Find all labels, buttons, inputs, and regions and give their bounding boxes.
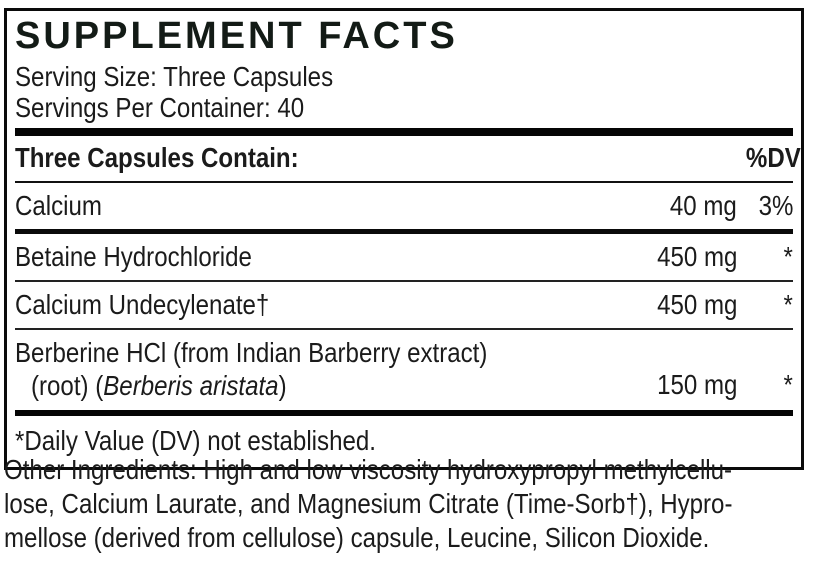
daily-value-footnote-text: *Daily Value (DV) not established. xyxy=(15,424,376,456)
ingredient-name-line2: (root) (Berberis aristata) xyxy=(31,369,287,401)
serving-size-text: Serving Size: Three Capsules xyxy=(15,60,334,92)
ingredient-dv: * xyxy=(783,368,793,400)
table-row-betaine xyxy=(15,234,793,282)
other-ingredients-line: lose, Calcium Laurate, and Magnesium Citrate (Time-Sorb†), Hypro- xyxy=(4,488,733,519)
other-ingredients-paragraph xyxy=(4,453,816,555)
other-ingredients-line: Other Ingredients: High and low viscosity hydroxypropyl methylcellu- xyxy=(4,454,733,485)
header-contain-cell xyxy=(15,142,737,174)
header-dv-text: %DV xyxy=(745,141,801,173)
header-dv-cell xyxy=(737,141,801,174)
ingredient-amount: 150 mg xyxy=(656,368,737,400)
label-title xyxy=(15,15,793,61)
ingredient-name: Calcium Undecylenate† xyxy=(15,288,270,320)
botanical-name-italic: Berberis aristata xyxy=(103,369,279,401)
table-row-calcium xyxy=(15,183,793,234)
ingredient-dv: 3% xyxy=(758,189,793,221)
header-contain-text: Three Capsules Contain: xyxy=(15,141,299,173)
ingredient-name: Betaine Hydrochloride xyxy=(15,240,252,272)
label-title-text: SUPPLEMENT FACTS xyxy=(15,15,458,57)
facts-box xyxy=(4,8,804,470)
ingredient-amount: 40 mg xyxy=(670,189,737,221)
ingredient-amount: 450 mg xyxy=(656,288,737,320)
serving-size-line xyxy=(15,61,793,92)
ingredient-dv: * xyxy=(783,288,793,320)
ingredient-amount: 450 mg xyxy=(656,240,737,272)
servings-per-container-line xyxy=(15,92,793,123)
ingredient-dv: * xyxy=(783,240,793,272)
table-row-calcium-undecylenate xyxy=(15,282,793,330)
thick-divider-bar xyxy=(15,128,793,136)
other-ingredients-line: mellose (derived from cellulose) capsule, Leucine, Silicon Dioxide. xyxy=(4,522,710,553)
ingredient-name: Calcium xyxy=(15,189,102,221)
table-row-berberine xyxy=(15,330,793,416)
servings-per-container-text: Servings Per Container: 40 xyxy=(15,91,305,123)
table-header-row xyxy=(15,136,801,183)
ingredient-name-line1: Berberine HCl (from Indian Barberry extract) xyxy=(15,336,488,368)
